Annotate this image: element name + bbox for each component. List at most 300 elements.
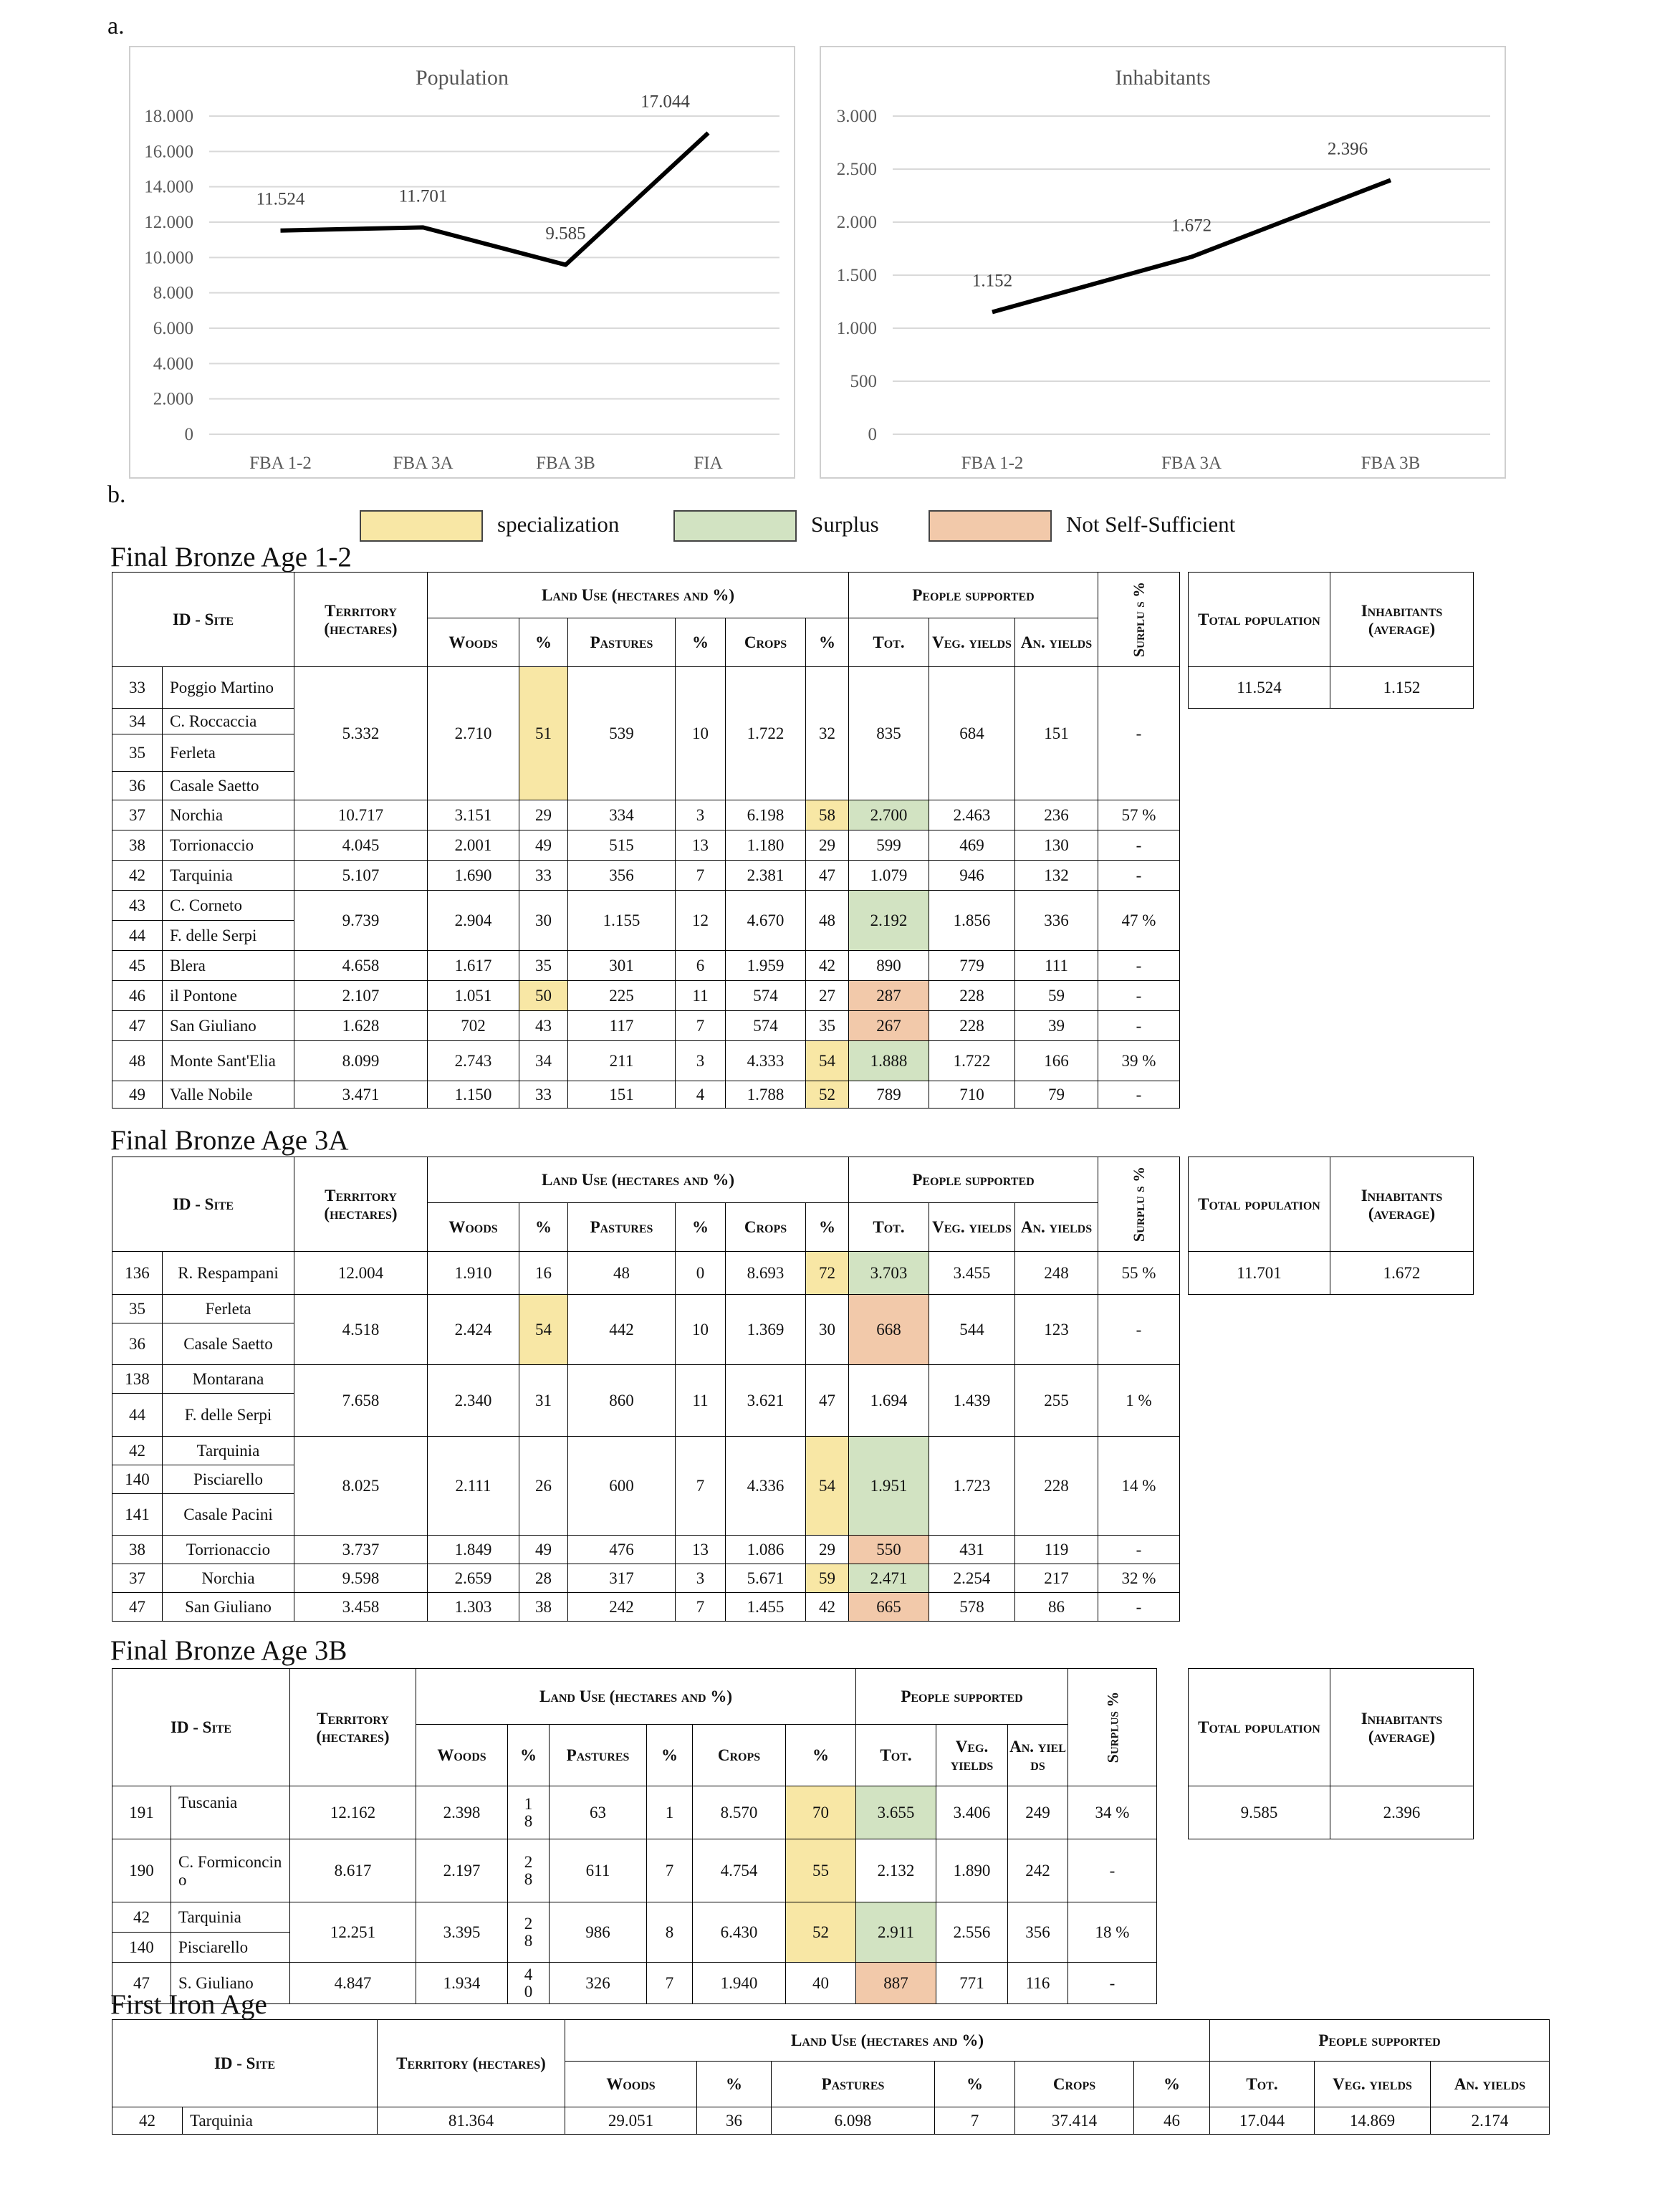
header-pct: % (1134, 2062, 1210, 2107)
veg-yields-value: 2.463 (929, 800, 1015, 830)
pastures-value: 63 (550, 1786, 647, 1839)
header-inhabitants: Inhabitants (average) (1330, 1157, 1474, 1252)
pastures-value: 301 (568, 951, 676, 981)
site-name: Torrionaccio (163, 830, 294, 861)
y-tick-label: 6.000 (153, 319, 193, 338)
territory-value: 4.847 (290, 1963, 416, 2004)
header-people-supported: People supported (1210, 2020, 1550, 2062)
site-id: 44 (112, 1394, 163, 1437)
header-land-use: Land Use (hectares and %) (565, 2020, 1210, 2062)
data-label: 9.585 (545, 224, 586, 244)
y-tick-label: 10.000 (144, 248, 193, 268)
pastures-pct-value: 7 (676, 1593, 726, 1622)
y-tick-label: 18.000 (144, 107, 193, 126)
woods-value: 2.197 (416, 1839, 508, 1902)
crops-pct-value: 42 (806, 1593, 849, 1622)
surplus-value: 55 % (1098, 1252, 1180, 1295)
site-id: 37 (112, 1564, 163, 1593)
pastures-value: 6.098 (772, 2107, 935, 2135)
an-yields-value: 356 (1008, 1902, 1068, 1963)
territory-value: 3.458 (294, 1593, 428, 1622)
an-yields-value: 79 (1015, 1081, 1098, 1109)
site-name: Blera (163, 951, 294, 981)
header-an: An. yields (1015, 1203, 1098, 1252)
site-id: 138 (112, 1365, 163, 1394)
territory-value: 4.658 (294, 951, 428, 981)
crops-pct-value: 54 (806, 1437, 849, 1536)
site-id: 141 (112, 1494, 163, 1536)
people-tot-value: 1.951 (849, 1437, 929, 1536)
people-tot-value: 665 (849, 1593, 929, 1622)
header-veg: Veg. yields (936, 1725, 1008, 1786)
y-tick-label: 1.500 (836, 266, 877, 285)
veg-yields-value: 14.869 (1315, 2107, 1431, 2135)
surplus-value: 39 % (1098, 1041, 1180, 1081)
section-title-fia: First Iron Age (110, 1989, 267, 2020)
woods-value: 3.395 (416, 1902, 508, 1963)
pastures-pct-value: 6 (676, 951, 726, 981)
surplus-value: 57 % (1098, 800, 1180, 830)
header-pct: % (647, 1725, 693, 1786)
pastures-value: 476 (568, 1536, 676, 1564)
an-yields-value: 336 (1015, 891, 1098, 951)
site-name: C. Roccaccia (163, 709, 294, 734)
header-pct: % (519, 618, 568, 667)
woods-value: 2.904 (428, 891, 519, 951)
people-tot-value: 887 (856, 1963, 936, 2004)
header-people-supported: People supported (849, 573, 1098, 618)
surplus-value: 1 % (1098, 1365, 1180, 1437)
total-population-value: 11.524 (1189, 667, 1330, 709)
crops-pct-value: 52 (786, 1902, 856, 1963)
section-title-fba3a: Final Bronze Age 3A (110, 1125, 349, 1156)
legend-swatch-surplus (673, 510, 797, 542)
woods-pct-value: 29 (519, 800, 568, 830)
header-id-site: ID - Site (112, 1157, 294, 1252)
pastures-value: 334 (568, 800, 676, 830)
header-pct: % (935, 2062, 1015, 2107)
header-total-population: Total population (1189, 1669, 1330, 1786)
pastures-value: 860 (568, 1365, 676, 1437)
woods-value: 1.910 (428, 1252, 519, 1295)
territory-value: 9.598 (294, 1564, 428, 1593)
site-id: 42 (112, 1902, 171, 1933)
data-label: 2.396 (1327, 139, 1368, 159)
people-tot-value: 835 (849, 667, 929, 800)
site-id: 34 (112, 709, 163, 734)
pastures-value: 151 (568, 1081, 676, 1109)
y-tick-label: 14.000 (144, 177, 193, 197)
an-yields-value: 132 (1015, 861, 1098, 891)
site-id: 36 (112, 772, 163, 800)
pastures-value: 326 (550, 1963, 647, 2004)
people-tot-value: 668 (849, 1295, 929, 1365)
site-name: San Giuliano (163, 1011, 294, 1041)
population-chart (129, 46, 795, 479)
header-territory: Territory (hectares) (378, 2020, 565, 2107)
site-id: 36 (112, 1323, 163, 1365)
an-yields-value: 59 (1015, 981, 1098, 1011)
woods-pct-value: 35 (519, 951, 568, 981)
legend-swatch-not-self-sufficient (929, 510, 1052, 542)
site-name: C. Corneto (163, 891, 294, 921)
site-name: F. delle Serpi (163, 921, 294, 951)
woods-value: 2.743 (428, 1041, 519, 1081)
header-pct: % (806, 1203, 849, 1252)
crops-value: 2.381 (726, 861, 806, 891)
crops-value: 8.693 (726, 1252, 806, 1295)
data-label: 1.672 (1171, 216, 1212, 236)
crops-value: 8.570 (693, 1786, 786, 1839)
table-fba3a (112, 1157, 1180, 1622)
woods-value: 2.340 (428, 1365, 519, 1437)
site-id: 38 (112, 1536, 163, 1564)
people-tot-value: 267 (849, 1011, 929, 1041)
site-id: 38 (112, 830, 163, 861)
site-name: Casale Pacini (163, 1494, 294, 1536)
legend-label-specialization: specialization (497, 512, 620, 537)
woods-value: 702 (428, 1011, 519, 1041)
panel-a-label: a. (107, 13, 125, 39)
y-tick-label: 2.500 (836, 160, 877, 179)
people-tot-value: 2.700 (849, 800, 929, 830)
woods-value: 1.150 (428, 1081, 519, 1109)
veg-yields-value: 1.856 (929, 891, 1015, 951)
territory-value: 9.739 (294, 891, 428, 951)
pastures-pct-value: 10 (676, 1295, 726, 1365)
surplus-value: - (1098, 1011, 1180, 1041)
site-name: Torrionaccio (163, 1536, 294, 1564)
header-tot: Tot. (1210, 2062, 1315, 2107)
pastures-pct-value: 0 (676, 1252, 726, 1295)
crops-value: 574 (726, 1011, 806, 1041)
header-pastures: Pastures (772, 2062, 935, 2107)
crops-pct-value: 59 (806, 1564, 849, 1593)
people-tot-value: 2.192 (849, 891, 929, 951)
site-id: 42 (112, 1437, 163, 1465)
x-tick-label: FBA 1-2 (961, 454, 1024, 473)
an-yields-value: 255 (1015, 1365, 1098, 1437)
veg-yields-value: 1.439 (929, 1365, 1015, 1437)
woods-pct-value: 33 (519, 1081, 568, 1109)
people-tot-value: 1.694 (849, 1365, 929, 1437)
crops-value: 3.621 (726, 1365, 806, 1437)
header-territory: Territory (hectares) (294, 573, 428, 667)
surplus-value: - (1098, 981, 1180, 1011)
crops-pct-value: 54 (806, 1041, 849, 1081)
total-population-value: 9.585 (1189, 1786, 1330, 1839)
crops-pct-value: 48 (806, 891, 849, 951)
panel-b-label: b. (107, 482, 126, 508)
crops-value: 6.198 (726, 800, 806, 830)
woods-pct-value: 43 (519, 1011, 568, 1041)
crops-value: 1.788 (726, 1081, 806, 1109)
totals-fba12 (1188, 572, 1474, 709)
site-id: 35 (112, 734, 163, 772)
territory-value: 7.658 (294, 1365, 428, 1437)
crops-pct-value: 58 (806, 800, 849, 830)
surplus-value: - (1098, 830, 1180, 861)
territory-value: 10.717 (294, 800, 428, 830)
y-tick-label: 2.000 (836, 213, 877, 232)
pastures-pct-value: 7 (676, 1011, 726, 1041)
veg-yields-value: 228 (929, 981, 1015, 1011)
site-name: F. delle Serpi (163, 1394, 294, 1437)
an-yields-value: 119 (1015, 1536, 1098, 1564)
crops-value: 37.414 (1015, 2107, 1134, 2135)
site-id: 44 (112, 921, 163, 951)
header-woods: Woods (428, 1203, 519, 1252)
site-id: 35 (112, 1295, 163, 1323)
woods-pct-value: 28 (519, 1564, 568, 1593)
people-tot-value: 890 (849, 951, 929, 981)
site-id: 43 (112, 891, 163, 921)
header-surplus: Surplu s % (1098, 1157, 1180, 1252)
header-pastures: Pastures (568, 1203, 676, 1252)
woods-value: 1.690 (428, 861, 519, 891)
pastures-pct-value: 8 (647, 1902, 693, 1963)
veg-yields-value: 1.722 (929, 1041, 1015, 1081)
crops-pct-value: 47 (806, 1365, 849, 1437)
crops-pct-value: 40 (786, 1963, 856, 2004)
site-id: 33 (112, 667, 163, 709)
site-id: 140 (112, 1465, 163, 1494)
site-id: 47 (112, 1963, 171, 2004)
surplus-value: - (1068, 1839, 1157, 1902)
crops-pct-value: 32 (806, 667, 849, 800)
header-id-site: ID - Site (112, 2020, 378, 2107)
surplus-value: - (1098, 1295, 1180, 1365)
pastures-pct-value: 13 (676, 1536, 726, 1564)
territory-value: 12.251 (290, 1902, 416, 1963)
header-woods: Woods (428, 618, 519, 667)
population-chart-svg (130, 47, 794, 477)
woods-value: 1.617 (428, 951, 519, 981)
header-id-site: ID - Site (112, 1669, 290, 1786)
woods-pct-value: 31 (519, 1365, 568, 1437)
veg-yields-value: 469 (929, 830, 1015, 861)
site-id: 42 (112, 2107, 183, 2135)
header-an: An. yiel ds (1008, 1725, 1068, 1786)
woods-pct-value: 26 (519, 1437, 568, 1536)
people-tot-value: 17.044 (1210, 2107, 1315, 2135)
header-land-use: Land Use (hectares and %) (428, 1157, 849, 1203)
site-id: 190 (112, 1839, 171, 1902)
site-name: Ferleta (163, 734, 294, 772)
header-veg: Veg. yields (929, 1203, 1015, 1252)
surplus-value: - (1098, 1593, 1180, 1622)
y-tick-label: 0 (184, 425, 193, 444)
site-name: Ferleta (163, 1295, 294, 1323)
territory-value: 2.107 (294, 981, 428, 1011)
veg-yields-value: 3.455 (929, 1252, 1015, 1295)
header-total-population: Total population (1189, 573, 1330, 667)
crops-value: 1.959 (726, 951, 806, 981)
people-tot-value: 1.888 (849, 1041, 929, 1081)
series-line (281, 133, 709, 265)
site-id: 140 (112, 1933, 171, 1963)
header-territory: Territory (hectares) (290, 1669, 416, 1786)
y-tick-label: 3.000 (836, 107, 877, 126)
surplus-value: - (1098, 861, 1180, 891)
an-yields-value: 2.174 (1431, 2107, 1550, 2135)
woods-pct-value: 49 (519, 830, 568, 861)
inhabitants-chart (820, 46, 1506, 479)
site-id: 48 (112, 1041, 163, 1081)
woods-value: 2.111 (428, 1437, 519, 1536)
surplus-value: - (1098, 1536, 1180, 1564)
woods-pct-value: 36 (697, 2107, 772, 2135)
site-name: S. Giuliano (171, 1963, 290, 2004)
site-id: 42 (112, 861, 163, 891)
territory-value: 8.617 (290, 1839, 416, 1902)
an-yields-value: 39 (1015, 1011, 1098, 1041)
crops-pct-value: 35 (806, 1011, 849, 1041)
territory-value: 12.004 (294, 1252, 428, 1295)
crops-pct-value: 42 (806, 951, 849, 981)
pastures-value: 515 (568, 830, 676, 861)
crops-value: 4.336 (726, 1437, 806, 1536)
woods-value: 2.424 (428, 1295, 519, 1365)
site-name: Valle Nobile (163, 1081, 294, 1109)
data-label: 11.524 (256, 189, 305, 209)
header-pct: % (519, 1203, 568, 1252)
x-tick-label: FBA 1-2 (249, 454, 312, 473)
total-population-value: 11.701 (1189, 1252, 1330, 1295)
woods-value: 1.934 (416, 1963, 508, 2004)
woods-pct-value: 28 (508, 1839, 550, 1902)
surplus-value: 14 % (1098, 1437, 1180, 1536)
woods-value: 1.051 (428, 981, 519, 1011)
header-an: An. yields (1431, 2062, 1550, 2107)
pastures-pct-value: 7 (676, 1437, 726, 1536)
header-pct: % (676, 618, 726, 667)
header-pastures: Pastures (568, 618, 676, 667)
crops-value: 1.722 (726, 667, 806, 800)
site-name: San Giuliano (163, 1593, 294, 1622)
header-surplus: Surplu s % (1098, 573, 1180, 667)
woods-pct-value: 34 (519, 1041, 568, 1081)
surplus-value: 34 % (1068, 1786, 1157, 1839)
woods-pct-value: 18 (508, 1786, 550, 1839)
crops-pct-value: 52 (806, 1081, 849, 1109)
site-name: Norchia (163, 1564, 294, 1593)
crops-value: 4.670 (726, 891, 806, 951)
veg-yields-value: 684 (929, 667, 1015, 800)
an-yields-value: 116 (1008, 1963, 1068, 2004)
header-people-supported: People supported (849, 1157, 1098, 1203)
surplus-value: - (1098, 1081, 1180, 1109)
crops-value: 1.180 (726, 830, 806, 861)
section-title-fba12: Final Bronze Age 1-2 (110, 542, 352, 573)
site-id: 47 (112, 1011, 163, 1041)
header-land-use: Land Use (hectares and %) (416, 1669, 856, 1725)
pastures-pct-value: 1 (647, 1786, 693, 1839)
woods-value: 3.151 (428, 800, 519, 830)
series-line (992, 180, 1391, 312)
veg-yields-value: 431 (929, 1536, 1015, 1564)
header-an: An. yields (1015, 618, 1098, 667)
pastures-pct-value: 13 (676, 830, 726, 861)
header-veg: Veg. yields (929, 618, 1015, 667)
woods-value: 2.398 (416, 1786, 508, 1839)
territory-value: 12.162 (290, 1786, 416, 1839)
data-label: 11.701 (398, 186, 448, 206)
site-id: 37 (112, 800, 163, 830)
header-surplus: Surplus % (1068, 1669, 1157, 1786)
woods-value: 2.710 (428, 667, 519, 800)
pastures-value: 1.155 (568, 891, 676, 951)
pastures-value: 211 (568, 1041, 676, 1081)
header-total-population: Total population (1189, 1157, 1330, 1252)
pastures-value: 600 (568, 1437, 676, 1536)
y-tick-label: 500 (850, 372, 877, 391)
inhabitants-value: 1.152 (1330, 667, 1474, 709)
x-tick-label: FBA 3A (393, 454, 454, 473)
woods-value: 1.849 (428, 1536, 519, 1564)
pastures-value: 242 (568, 1593, 676, 1622)
an-yields-value: 123 (1015, 1295, 1098, 1365)
y-tick-label: 4.000 (153, 354, 193, 374)
pastures-pct-value: 3 (676, 1041, 726, 1081)
an-yields-value: 248 (1015, 1252, 1098, 1295)
woods-pct-value: 51 (519, 667, 568, 800)
crops-pct-value: 29 (806, 1536, 849, 1564)
an-yields-value: 228 (1015, 1437, 1098, 1536)
y-tick-label: 1.000 (836, 319, 877, 338)
header-pct: % (786, 1725, 856, 1786)
crops-value: 6.430 (693, 1902, 786, 1963)
site-id: 46 (112, 981, 163, 1011)
site-id: 136 (112, 1252, 163, 1295)
people-tot-value: 2.132 (856, 1839, 936, 1902)
woods-pct-value: 30 (519, 891, 568, 951)
an-yields-value: 111 (1015, 951, 1098, 981)
y-tick-label: 2.000 (153, 389, 193, 409)
an-yields-value: 166 (1015, 1041, 1098, 1081)
woods-pct-value: 16 (519, 1252, 568, 1295)
woods-pct-value: 28 (508, 1902, 550, 1963)
pastures-value: 117 (568, 1011, 676, 1041)
section-title-fba3b: Final Bronze Age 3B (110, 1635, 347, 1666)
header-crops: Crops (726, 618, 806, 667)
an-yields-value: 217 (1015, 1564, 1098, 1593)
x-tick-label: FIA (694, 454, 723, 473)
woods-pct-value: 54 (519, 1295, 568, 1365)
veg-yields-value: 779 (929, 951, 1015, 981)
chart-title: Inhabitants (1115, 66, 1211, 90)
pastures-value: 611 (550, 1839, 647, 1902)
people-tot-value: 2.471 (849, 1564, 929, 1593)
surplus-value: 47 % (1098, 891, 1180, 951)
surplus-value: - (1098, 667, 1180, 800)
people-tot-value: 1.079 (849, 861, 929, 891)
an-yields-value: 86 (1015, 1593, 1098, 1622)
crops-value: 574 (726, 981, 806, 1011)
site-name: Casale Saetto (163, 772, 294, 800)
site-name: Pisciarello (163, 1465, 294, 1494)
people-tot-value: 3.703 (849, 1252, 929, 1295)
woods-value: 2.001 (428, 830, 519, 861)
site-name: Tarquinia (163, 861, 294, 891)
site-name: Casale Saetto (163, 1323, 294, 1365)
header-pastures: Pastures (550, 1725, 647, 1786)
an-yields-value: 151 (1015, 667, 1098, 800)
pastures-pct-value: 11 (676, 1365, 726, 1437)
pastures-value: 356 (568, 861, 676, 891)
site-id: 47 (112, 1593, 163, 1622)
people-tot-value: 599 (849, 830, 929, 861)
